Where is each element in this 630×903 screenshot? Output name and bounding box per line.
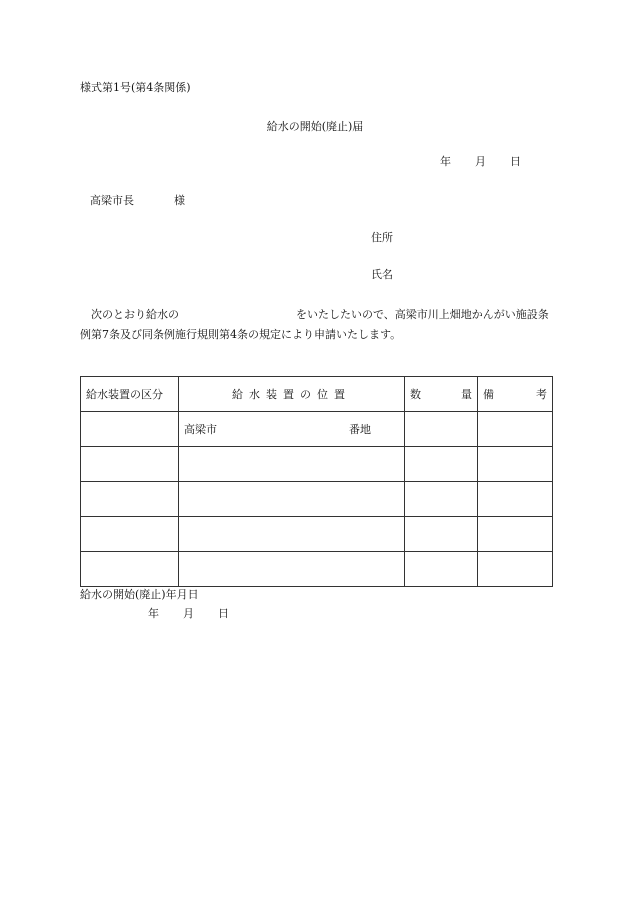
location-city: 高梁市 xyxy=(184,423,217,436)
table-row xyxy=(81,517,553,552)
document-title: 給水の開始(廃止)届 xyxy=(266,120,364,133)
table-row xyxy=(81,412,553,447)
category-cell[interactable] xyxy=(81,482,179,517)
category-cell[interactable] xyxy=(81,552,179,587)
quantity-cell[interactable] xyxy=(405,517,478,552)
category-cell[interactable] xyxy=(81,447,179,482)
header-quantity xyxy=(405,377,478,412)
header-category: 給水装置の区分 xyxy=(81,377,179,412)
quantity-cell[interactable] xyxy=(405,412,478,447)
location-cell[interactable] xyxy=(179,517,405,552)
category-cell[interactable] xyxy=(81,412,179,447)
addressee xyxy=(90,194,185,208)
start-month-label: 月 xyxy=(183,607,194,620)
location-cell[interactable] xyxy=(179,447,405,482)
category-cell[interactable] xyxy=(81,517,179,552)
month-label: 月 xyxy=(475,155,486,168)
quantity-cell[interactable] xyxy=(405,447,478,482)
addressee-honorific: 様 xyxy=(174,194,185,207)
table-row xyxy=(81,482,553,517)
address-label: 住所 xyxy=(371,231,393,244)
start-year-label: 年 xyxy=(148,607,159,620)
remarks-cell[interactable] xyxy=(478,412,553,447)
location-lot: 番地 xyxy=(349,423,371,436)
supply-device-table xyxy=(80,376,553,587)
statement-part-1: 次のとおり給水の xyxy=(91,308,179,321)
form-number: 様式第1号(第4条関係) xyxy=(80,81,191,94)
name-label: 氏名 xyxy=(371,268,393,281)
location-cell[interactable] xyxy=(179,552,405,587)
remarks-cell[interactable] xyxy=(478,447,553,482)
header-remarks-a: 備 xyxy=(483,388,494,401)
day-label: 日 xyxy=(510,155,521,168)
location-cell[interactable] xyxy=(179,412,405,447)
quantity-cell[interactable] xyxy=(405,482,478,517)
start-date-label: 給水の開始(廃止)年月日 xyxy=(80,588,199,601)
submission-date xyxy=(440,155,521,169)
location-cell[interactable] xyxy=(179,482,405,517)
table-row xyxy=(81,447,553,482)
addressee-name: 高梁市長 xyxy=(90,194,134,207)
application-statement xyxy=(80,305,555,345)
header-quantity-a: 数 xyxy=(410,388,421,401)
header-remarks xyxy=(478,377,553,412)
remarks-cell[interactable] xyxy=(478,482,553,517)
remarks-cell[interactable] xyxy=(478,552,553,587)
quantity-cell[interactable] xyxy=(405,552,478,587)
header-quantity-b: 量 xyxy=(461,388,472,401)
header-remarks-b: 考 xyxy=(536,388,547,401)
header-location: 給水装置の位置 xyxy=(179,377,405,412)
table-row xyxy=(81,552,553,587)
table-header-row xyxy=(81,377,553,412)
remarks-cell[interactable] xyxy=(478,517,553,552)
start-day-label: 日 xyxy=(218,607,229,620)
statement-part-2: をいたしたいので、高梁市川上畑地かんがい施設条例第7条及び同条例施行規則第4条の規定により申請いたします。 xyxy=(80,308,549,341)
start-date xyxy=(148,607,229,621)
year-label: 年 xyxy=(440,155,451,168)
